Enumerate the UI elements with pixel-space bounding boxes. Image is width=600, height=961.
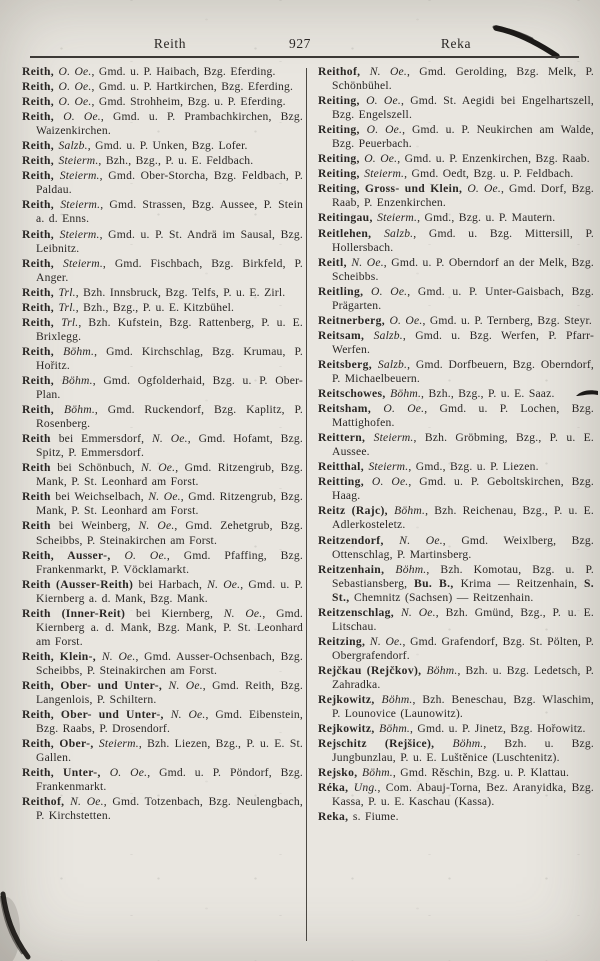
gazetteer-entry (22, 316, 303, 344)
entry-region: O. Oe. (109, 766, 148, 780)
entry-text: , Gmd. u. P. Hartkirchen, Bzg. Eferding. (91, 80, 294, 94)
entry-text: bei Harbach, (138, 577, 208, 591)
entry-region: Ung. (353, 781, 378, 795)
entry-headword: Reith, (22, 344, 64, 358)
entry-text: , Gmd. u. P. Unken, Bzg. Lofer. (87, 139, 248, 153)
entry-text: , Gmd. u. P. Ternberg, Bzg. Steyr. (422, 313, 593, 327)
gazetteer-entry (318, 664, 594, 692)
entry-region: N. Oe. (369, 65, 407, 78)
entry-region: Salzb. (58, 139, 88, 153)
entry-headword: Reith, (22, 139, 59, 153)
gazetteer-entry (22, 708, 303, 736)
entry-text: , Gmd. Hofamt, Bzg. Spitz, P. Emmersdorf. (36, 432, 304, 460)
gazetteer-entry (318, 534, 594, 562)
gazetteer-entry (318, 211, 594, 225)
entry-headword: Reitting, (318, 475, 372, 489)
entry-region: O. Oe. (371, 284, 408, 298)
entry-text: , Gmd. St. Aegidi bei Engelhartszell, Bzg. Engelszell. (332, 94, 594, 122)
gazetteer-entry (318, 329, 594, 357)
entry-region: O. Oe. (63, 110, 101, 124)
gazetteer-entry (22, 607, 303, 649)
entry-region: N. Oe. (151, 432, 188, 446)
gazetteer-entry (22, 650, 303, 678)
entry-region: N. Oe. (140, 461, 176, 475)
entry-text: , Bzh. Liezen, Bzg., P. u. E. St. Gallen. (36, 737, 303, 765)
entry-text: , Gmd., Bzg. u. P. Mautern. (417, 211, 556, 225)
gazetteer-entry (318, 504, 594, 532)
gazetteer-entry (22, 432, 303, 460)
entry-text: , Gmd. u. P. Kiernberg a. d. Mank, Bzg. Mank. (36, 577, 304, 605)
gazetteer-entry (318, 722, 594, 736)
gazetteer-entry (318, 358, 594, 386)
gazetteer-entry (318, 810, 594, 824)
entry-region: Steierm. (368, 460, 409, 474)
gazetteer-entry (22, 490, 303, 518)
entry-region: Trl. (61, 315, 79, 329)
entry-text: , Gmd. Oedt, Bzg. u. P. Feldbach. (404, 167, 574, 181)
entry-region: O. Oe. (389, 313, 423, 327)
entry-text: Chemnitz (Sachsen) — Reitzenhain. (353, 590, 534, 604)
entry-region: Böhm. (426, 663, 458, 677)
entry-headword: Reka, (318, 810, 353, 824)
entry-headword: Reitzing, (318, 634, 370, 648)
entry-region: Steierm. (59, 227, 100, 241)
entry-headword: Reith (22, 461, 58, 475)
entry-headword: Reith (22, 519, 59, 533)
entry-headword: Reiting, (318, 152, 365, 166)
entry-region: Böhm. (63, 403, 95, 417)
entry-headword: Reith, Ausser-, (22, 548, 125, 562)
header-rule (30, 56, 579, 58)
entry-headword: Rejkowitz, (318, 693, 382, 707)
gazetteer-entry (318, 387, 594, 401)
right-column (318, 65, 594, 825)
entry-text: , Com. Abauj-Torna, Bez. Aranyidka, Bzg. Kassa, P. u. E. Kaschau (Kassa). (332, 781, 594, 809)
entry-text: , Gmd. Pfaffing, Bzg. Frankenmarkt, P. Vöcklamarkt. (36, 548, 303, 576)
entry-text: , Bzh. Kufstein, Bzg. Rattenberg, P. u. E. Brixlegg. (36, 315, 303, 343)
entry-text: , Gmd. Eibenstein, Bzg. Raabs, P. Drosendorf. (36, 708, 303, 736)
entry-headword: Reith, (22, 110, 64, 124)
entry-text: , Gmd. Kirchschlag, Bzg. Krumau, P. Hořitz. (36, 344, 303, 372)
entry-text: , Bzh. Gmünd, Bzg., P. u. E. Litschau. (332, 605, 594, 633)
entry-headword: Reith, (22, 198, 61, 212)
gazetteer-entry (22, 519, 303, 547)
gazetteer-entry (318, 94, 594, 122)
entry-region: Steierm. (60, 198, 101, 212)
gazetteer-entry (318, 766, 594, 780)
gazetteer-entry (22, 198, 303, 226)
gazetteer-entry (22, 301, 303, 315)
entry-headword: S. St., (332, 576, 594, 604)
entry-headword: Reith (22, 432, 59, 446)
entry-region: Böhm. (452, 737, 484, 751)
entry-region: O. Oe. (366, 94, 401, 108)
entry-region: N. Oe. (148, 490, 181, 504)
entry-text: bei Weinberg, (58, 519, 139, 533)
gazetteer-entry (22, 403, 303, 431)
gazetteer-entry (318, 606, 594, 634)
entry-text: , Gmd. Ritzengrub, Bzg. Mank, P. St. Leonhard am Forst. (36, 490, 303, 518)
entry-headword: Reiting, (318, 167, 365, 181)
entry-headword: Reithof, (22, 795, 71, 809)
entry-text: , Gmd. Rěschin, Bzg. u. P. Klattau. (392, 766, 570, 780)
gazetteer-entry (22, 345, 303, 373)
gazetteer-entry (318, 781, 594, 809)
entry-region: Böhm. (361, 766, 393, 780)
entry-region: N. Oe. (399, 533, 443, 547)
gazetteer-entry (318, 256, 594, 284)
entry-region: N. Oe. (369, 634, 403, 648)
gazetteer-entry (318, 402, 594, 430)
entry-headword: Réka, (318, 781, 354, 795)
entry-text: , Gmd. u. Bzg. Mittersill, P. Hollersbach. (332, 226, 594, 254)
entry-text: , Gmd. Reith, Bzg. Langenlois, P. Schiltern. (36, 678, 303, 707)
entry-text: , Gmd. u. P. Jinetz, Bzg. Hořowitz. (410, 722, 586, 736)
entry-region: O. Oe. (58, 95, 92, 109)
entry-headword: Reith, (22, 80, 59, 94)
pen-stroke-mark (478, 20, 598, 66)
entry-headword: Reith, Unter-, (22, 766, 110, 780)
gazetteer-entry (22, 139, 303, 153)
gazetteer-entry (22, 549, 303, 577)
column-divider (306, 68, 307, 941)
gazetteer-entry (318, 123, 594, 151)
entry-text: bei Schönbuch, (57, 461, 141, 475)
entry-text: , Gmd. u. P. Haibach, Bzg. Eferding. (91, 65, 276, 78)
gazetteer-entry (22, 374, 303, 402)
entry-text: Krima — Reitzenhain, (460, 576, 584, 590)
entry-headword: Reitzenschlag, (318, 605, 401, 619)
gazetteer-entry (318, 563, 594, 605)
entry-text: , Gmd. Gerolding, Bzg. Melk, P. Schönbühel. (332, 65, 594, 93)
entry-text: , Gmd. Ausser-Ochsenbach, Bzg. Scheibbs, P. Steinakirchen am Forst. (36, 649, 303, 677)
gazetteer-entry (22, 461, 303, 489)
entry-headword: Reith, (22, 373, 62, 387)
entry-text: , Gmd. u. Bzg. Werfen, P. Pfarr-Werfen. (332, 328, 595, 356)
entry-headword: Rejschitz (Rejšice), (318, 737, 453, 751)
running-head-right: Reka (440, 36, 472, 51)
entry-region: O. Oe. (364, 152, 398, 166)
entry-headword: Reith, (22, 65, 59, 78)
entry-text: bei Emmersdorf, (58, 432, 152, 446)
entry-text: , Bzh. Beneschau, Bzg. Wlaschim, P. Lounovice (Launowitz). (332, 693, 594, 721)
entry-text: , Gmd., Bzg. u. P. Liezen. (408, 460, 539, 474)
entry-headword: Reitlehen, (318, 226, 385, 240)
gazetteer-entry (318, 285, 594, 313)
gazetteer-entry (318, 65, 594, 93)
gazetteer-entry (318, 314, 594, 328)
entry-region: O. Oe. (371, 475, 409, 489)
entry-headword: Reitingau, (318, 211, 378, 225)
entry-headword: Reiting, (318, 123, 367, 137)
entry-region: Steierm. (58, 154, 99, 168)
entry-headword: Reith (22, 490, 56, 504)
entry-headword: Rejkowitz, (318, 722, 380, 736)
entry-region: Trl. (58, 300, 76, 314)
entry-headword: Reith, (22, 256, 63, 270)
entry-text: , Bzh. Komotau, Bzg. u. P. Sebastiansberg, (332, 562, 594, 590)
entry-text: , Gmd. u. P. St. Andrä im Sausal, Bzg. Leibnitz. (36, 227, 303, 255)
entry-headword: Reitnerberg, (318, 313, 390, 327)
gazetteer-entry (22, 257, 303, 285)
entry-region: O. Oe. (467, 182, 501, 196)
entry-text: , Gmd. u. P. Prambachkirchen, Bzg. Waizenkirchen. (36, 110, 303, 138)
entry-text: , Gmd. u. P. Unter-Gaisbach, Bzg. Prägarten. (332, 284, 594, 312)
entry-region: N. Oe. (168, 678, 203, 692)
gazetteer-entry (22, 95, 303, 109)
entry-region: Steierm. (59, 169, 100, 183)
entry-region: Böhm. (394, 504, 426, 518)
entry-region: N. Oe. (70, 795, 104, 809)
entry-region: Böhm. (395, 562, 427, 576)
entry-region: Böhm. (381, 693, 413, 707)
gazetteer-entry (22, 679, 303, 707)
entry-text: , Gmd. Ober-Storcha, Bzg. Feldbach, P. Paldau. (36, 169, 304, 197)
entry-text: , Gmd. Weixlberg, Bzg. Ottenschlag, P. Martinsberg. (332, 533, 594, 561)
gazetteer-entry (318, 460, 594, 474)
running-head-left: Reith (153, 36, 187, 51)
gazetteer-entry (22, 737, 303, 765)
gazetteer-entry (22, 578, 303, 606)
entry-text: , Gmd. Ogfolderhaid, Bzg. u. P. Ober-Plan. (36, 373, 303, 402)
entry-headword: Reith, (22, 227, 60, 241)
gazetteer-entry (318, 475, 594, 503)
entry-region: N. Oe. (400, 605, 436, 619)
entry-headword: Rejčkau (Rejčkov), (318, 663, 427, 677)
entry-region: Steierm. (377, 211, 418, 225)
entry-region: Böhm. (390, 387, 422, 401)
gazetteer-entry (22, 228, 303, 256)
entry-text: , Gmd. u. P. Enzenkirchen, Bzg. Raab. (397, 152, 590, 166)
entry-text: , Gmd. u. P. Lochen, Bzg. Mattighofen. (332, 402, 594, 430)
entry-text: , Gmd. Fischbach, Bzg. Birkfeld, P. Anger. (36, 256, 303, 284)
entry-headword: Reith (Ausser-Reith) (22, 577, 139, 591)
entry-headword: Reitthal, (318, 460, 369, 474)
entry-region: O. Oe. (124, 548, 167, 562)
entry-headword: Reith, (22, 285, 59, 299)
entry-headword: Reith, (22, 95, 59, 109)
entry-text: bei Weichselbach, (55, 490, 149, 504)
entry-region: N. Oe. (170, 708, 206, 722)
entry-text: , Gmd. Strassen, Bzg. Aussee, P. Stein a. d. Enns. (36, 198, 303, 226)
gazetteer-entry (22, 766, 303, 794)
entry-region: N. Oe. (223, 606, 263, 620)
entry-headword: Reitl, (318, 255, 352, 269)
entry-text: s. Fiume. (352, 810, 399, 824)
entry-headword: Rejsko, (318, 766, 362, 780)
gazetteer-entry (318, 737, 594, 765)
entry-headword: Reith, Ober- und Unter-, (22, 678, 169, 692)
entry-region: Trl. (58, 285, 76, 299)
entry-headword: Reiting, Gross- und Klein, (318, 182, 468, 196)
entry-headword: Reiting, (318, 94, 367, 108)
entry-region: Steierm. (373, 431, 414, 445)
entry-text: , Gmd. u. P. Geboltskirchen, Bzg. Haag. (332, 475, 594, 503)
entry-headword: Reitsham, (318, 402, 384, 416)
entry-headword: Reith, Klein-, (22, 649, 102, 663)
gazetteer-entry (318, 167, 594, 181)
entry-headword: Reith, (22, 169, 60, 183)
entry-region: O. Oe. (58, 80, 92, 94)
entry-text: , Gmd. Ruckendorf, Bzg. Kaplitz, P. Rosenberg. (36, 403, 304, 431)
entry-region: O. Oe. (58, 65, 92, 78)
gazetteer-entry (318, 431, 594, 459)
gazetteer-entry (22, 80, 303, 94)
entry-text: , Bzh. Gröbming, Bzg., P. u. E. Aussee. (332, 431, 594, 459)
entry-region: O. Oe. (383, 402, 425, 416)
entry-text: , Bzh. u. Bzg. Jungbunzlau, P. u. E. Luštěnice (Luschtenitz). (332, 737, 594, 765)
entry-region: Steierm. (98, 737, 139, 751)
entry-headword: Reith (Inner-Reit) (22, 606, 136, 620)
entry-text: , Gmd. u. P. Neukirchen am Walde, Bzg. Peuerbach. (332, 123, 594, 151)
gazetteer-entry (22, 286, 303, 300)
entry-text: , Bzh. u. Bzg. Ledetsch, P. Zahradka. (332, 663, 594, 691)
gazetteer-entry (318, 152, 594, 166)
entry-headword: Reitsam, (318, 328, 374, 342)
entry-region: N. Oe. (351, 255, 384, 269)
entry-text: bei Kiernberg, (136, 606, 224, 620)
entry-region: Steierm. (364, 167, 405, 181)
entry-text: , Bzh. Reichenau, Bzg., P. u. E. Adlerkosteletz. (332, 504, 595, 532)
entry-text: , Gmd. u. P. Pöndorf, Bzg. Frankenmarkt. (36, 766, 303, 794)
margin-pen-mark-icon (575, 387, 600, 401)
entry-text: , Bzh. Innsbruck, Bzg. Telfs, P. u. E. Zirl. (75, 285, 286, 299)
entry-headword: Reitsberg, (318, 357, 378, 371)
entry-region: Steierm. (63, 256, 103, 270)
entry-headword: Reitzenhain, (318, 562, 396, 576)
entry-text: , Gmd. Totzenbach, Bzg. Neulengbach, P. Kirchstetten. (36, 795, 303, 823)
gazetteer-entry (22, 110, 303, 138)
gazetteer-entry (22, 65, 303, 79)
entry-headword: Reith, (22, 403, 64, 417)
gazetteer-entry (318, 182, 594, 210)
entry-text: , Bzh., Bzg., P. u. E. Saaz. (421, 387, 555, 401)
entry-text: , Gmd. Ritzengrub, Bzg. Mank, P. St. Leonhard am Forst. (36, 461, 304, 489)
gazetteer-entry (318, 693, 594, 721)
entry-headword: Bu. B., (414, 576, 461, 590)
page-number: 927 (288, 36, 312, 51)
entry-headword: Reith, Ober- und Unter-, (22, 708, 171, 722)
entry-text: , Gmd. u. P. Oberndorf an der Melk, Bzg. Scheibbs. (332, 255, 594, 283)
entry-headword: Reittern, (318, 431, 374, 445)
entry-text: , Bzh., Bzg., P. u. E. Feldbach. (98, 154, 254, 168)
entry-region: Böhm. (379, 722, 411, 736)
entry-region: Salzb. (377, 357, 408, 371)
entry-headword: Reith, (22, 154, 59, 168)
entry-region: Salzb. (384, 226, 414, 240)
entry-region: N. Oe. (138, 519, 175, 533)
gazetteer-entry (22, 795, 303, 823)
gazetteer-entry (22, 154, 303, 168)
entry-text: , Gmd. Kiernberg a. d. Mank, Bzg. Mank, P. St. Leonhard am Forst. (36, 606, 303, 648)
entry-region: Salzb. (373, 328, 403, 342)
gazetteer-entry (22, 169, 303, 197)
entry-text: , Gmd. Grafendorf, Bzg. St. Pölten, P. Obergrafendorf. (332, 634, 594, 662)
left-column (22, 65, 303, 824)
entry-region: N. Oe. (101, 649, 136, 663)
gazetteer-entry (318, 227, 594, 255)
entry-text: , Gmd. Dorfbeuern, Bzg. Oberndorf, P. Michaelbeuern. (332, 357, 594, 385)
entry-headword: Reitz (Rajc), (318, 504, 395, 518)
entry-text: , Gmd. Dorf, Bzg. Raab, P. Enzenkirchen. (332, 182, 594, 210)
gazetteer-entry (318, 635, 594, 663)
entry-headword: Reithof, (318, 65, 370, 78)
entry-region: Böhm. (63, 344, 95, 358)
entry-headword: Reith, (22, 300, 59, 314)
entry-headword: Reitzendorf, (318, 533, 400, 547)
entry-text: , Gmd. Zehetgrub, Bzg. Scheibbs, P. Steinakirchen am Forst. (36, 519, 304, 547)
entry-headword: Reith, (22, 315, 62, 329)
entry-region: Böhm. (61, 373, 93, 387)
entry-region: N. Oe. (207, 577, 241, 591)
entry-region: O. Oe. (366, 123, 403, 137)
entry-text: , Bzh., Bzg., P. u. E. Kitzbühel. (75, 300, 235, 314)
entry-text: , Gmd. Strohheim, Bzg. u. P. Eferding. (91, 95, 286, 109)
page-curl-shadow (0, 891, 34, 961)
entry-headword: Reith, Ober-, (22, 737, 99, 751)
entry-headword: Reitling, (318, 284, 372, 298)
entry-headword: Reitschowes, (318, 387, 391, 401)
